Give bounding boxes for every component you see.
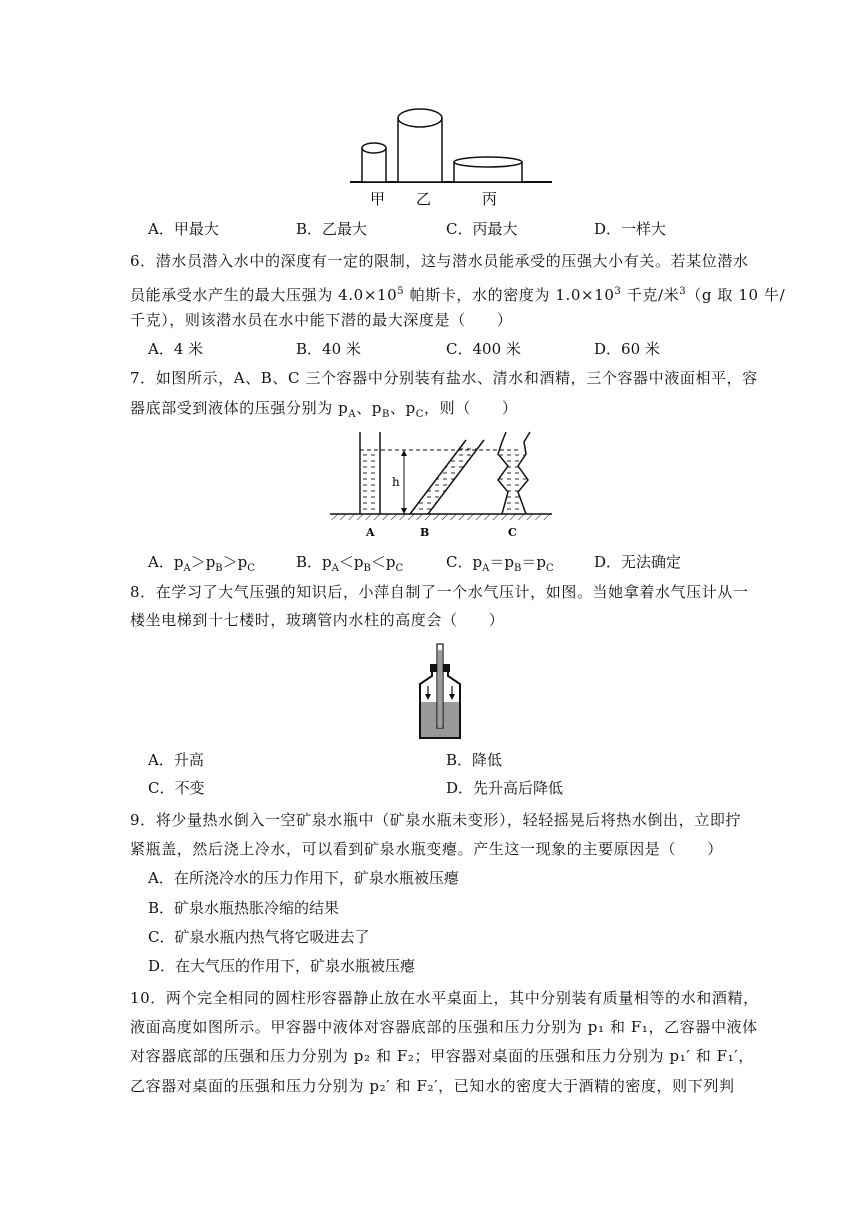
q5-option-d: D．一样大 (594, 220, 667, 238)
q9-option-a: A．在所浇冷水的压力作用下，矿泉水瓶被压瘪 (148, 869, 459, 887)
fig5-label-jia: 甲 (370, 190, 386, 208)
q7-line2: 器底部受到液体的压强分别为 $p_A$、$p_B$、$p_C$，则（ ） (130, 399, 518, 420)
q5-option-c: C．丙最大 (446, 220, 518, 238)
fig5-label-yi: 乙 (416, 190, 432, 208)
q8-option-d: D．先升高后降低 (446, 779, 564, 797)
q7-option-b: B．$p_A<p_B<p_C$ (296, 553, 404, 574)
q7-label-a: A (366, 526, 375, 539)
q5-figure (346, 104, 556, 212)
q8-option-c: C．不变 (148, 779, 205, 797)
q9-option-d: D．在大气压的作用下，矿泉水瓶被压瘪 (148, 957, 416, 975)
q7-figure (330, 428, 552, 548)
q6-line1: 6．潜水员潜入水中的深度有一定的限制，这与潜水员能承受的压强大小有关。若某位潜水 (130, 252, 749, 270)
q10-line2: 液面高度如图所示。甲容器中液体对容器底部的压强和压力分别为 p₁ 和 F₁，乙容器中液体 (130, 1018, 758, 1036)
q8-option-b: B．降低 (446, 751, 503, 769)
q7-label-c: C (508, 526, 517, 539)
q9-option-b: B．矿泉水瓶热胀冷缩的结果 (148, 899, 340, 917)
q7-line1: 7．如图所示，A、B、C 三个容器中分别装有盐水、清水和酒精，三个容器中液面相平，容 (130, 369, 758, 387)
q6-option-d: D．60 米 (594, 340, 660, 358)
q9-option-c: C．矿泉水瓶内热气将它吸进去了 (148, 928, 370, 946)
q5-option-a: A．甲最大 (148, 220, 219, 238)
q9-line2: 紧瓶盖，然后浇上冷水，可以看到矿泉水瓶变瘪。产生这一现象的主要原因是（ ） (130, 840, 723, 858)
q6-option-a: A．4 米 (148, 340, 204, 358)
q10-line1: 10．两个完全相同的圆柱形容器静止放在水平桌面上，其中分别装有质量相等的水和酒精， (130, 989, 759, 1007)
q5-option-b: B．乙最大 (296, 220, 368, 238)
q6-line3: 千克），则该潜水员在水中能下潜的最大深度是（ ） (130, 311, 513, 329)
q7-option-a: A．$p_A>p_B>p_C$ (148, 553, 255, 574)
q8-line1: 8．在学习了大气压强的知识后，小萍自制了一个水气压计，如图。当她拿着水气压计从一 (130, 583, 749, 601)
q7-label-h: h (392, 475, 400, 489)
q6-line2: 员能承受水产生的最大压强为 $4.0\times 10^5$ 帕斯卡，水的密度为 $1.0\times 10^3$ 千克/米$^3$（g 取 10 牛/ (130, 286, 786, 304)
q8-figure (414, 642, 466, 742)
q8-line2: 楼坐电梯到十七楼时，玻璃管内水柱的高度会（ ） (130, 611, 505, 629)
q7-label-b: B (420, 526, 430, 539)
q6-option-c: C．400 米 (446, 340, 521, 358)
q10-line3: 对容器底部的压强和压力分别为 p₂ 和 F₂；甲容器对桌面的压强和压力分别为 p₁′ 和 F₁′， (130, 1047, 754, 1065)
q10-line4: 乙容器对桌面的压强和压力分别为 p₂′ 和 F₂′，已知水的密度大于酒精的密度，则下列判 (130, 1077, 735, 1095)
q6-option-b: B．40 米 (296, 340, 361, 358)
q7-option-c: C．$p_A=p_B=p_C$ (446, 553, 554, 574)
q8-option-a: A．升高 (148, 751, 204, 769)
q7-option-d: D．无法确定 (594, 553, 682, 571)
fig5-label-bing: 丙 (482, 190, 498, 208)
q9-line1: 9．将少量热水倒入一空矿泉水瓶中（矿泉水瓶未变形），轻轻摇晃后将热水倒出，立即拧 (130, 811, 742, 829)
